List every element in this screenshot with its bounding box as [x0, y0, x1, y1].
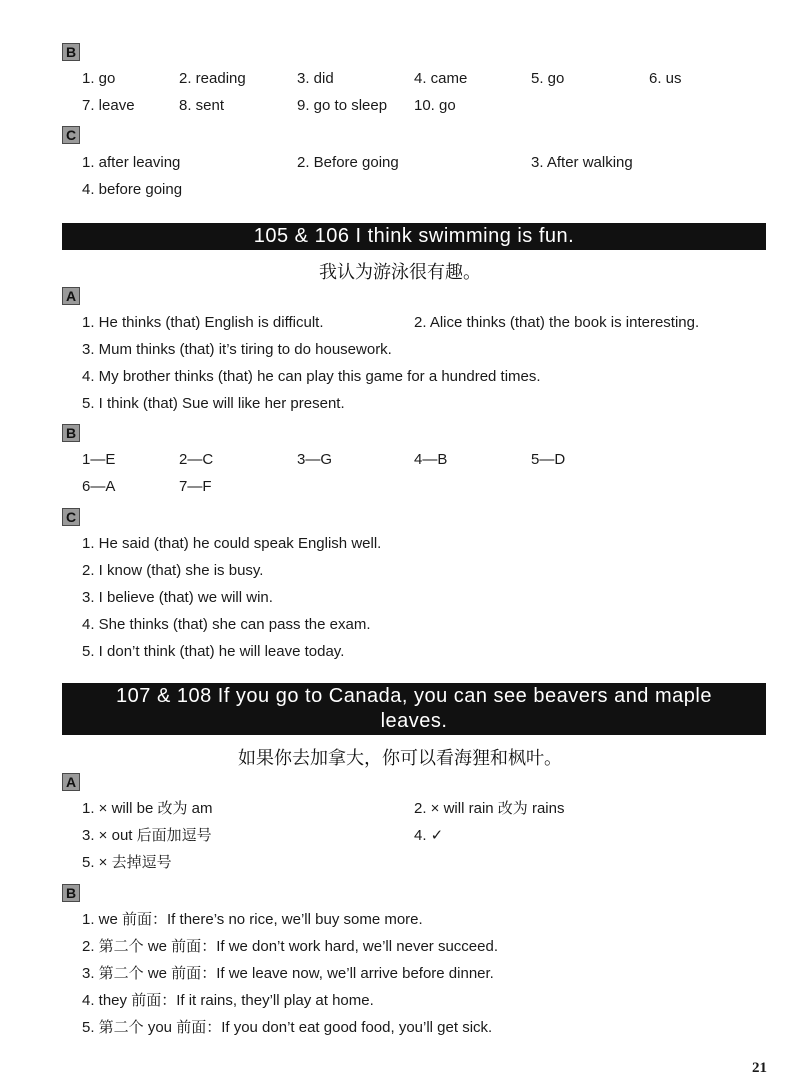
answer-item: 5. 第二个 you 前面：If you don’t eat good food, you’ll get sick. — [82, 1019, 493, 1036]
answer-item: 4. they 前面：If it rains, they’ll play at home. — [82, 992, 374, 1009]
answer-item: 1. go — [82, 70, 116, 87]
exercise-label-b: B — [62, 884, 80, 902]
exercise-label-c: C — [62, 508, 80, 526]
section-title-banner — [62, 683, 766, 735]
exercise-label-a: A — [62, 773, 80, 791]
answer-item: 1. He thinks (that) English is difficult. — [82, 314, 324, 331]
answer-item: 1. × will be 改为 am — [82, 800, 213, 817]
answer-item: 3. 第二个 we 前面：If we leave now, we’ll arrive before dinner. — [82, 965, 494, 982]
answer-item: 6. us — [649, 70, 682, 87]
answer-item: 3. I believe (that) we will win. — [82, 589, 273, 606]
page-number: 21 — [752, 1060, 767, 1076]
answer-item: 1. He said (that) he could speak English well. — [82, 535, 382, 552]
section-title-line: leaves. — [380, 710, 448, 732]
answer-item: 2. I know (that) she is busy. — [82, 562, 264, 579]
answer-item: 2. reading — [179, 70, 246, 87]
answer-item: 2. × will rain 改为 rains — [414, 800, 565, 817]
exercise-label-c: C — [62, 126, 80, 144]
answer-item: 9. go to sleep — [297, 97, 388, 114]
section-subtitle: 我认为游泳很有趣。 — [319, 262, 481, 283]
answer-item: 2. 第二个 we 前面：If we don’t work hard, we’ll never succeed. — [82, 938, 498, 955]
answer-item: 1. after leaving — [82, 154, 181, 171]
answer-item: 7—F — [179, 478, 212, 495]
answer-item: 10. go — [414, 97, 456, 114]
answer-item: 5. I don’t think (that) he will leave today. — [82, 643, 345, 660]
answer-item: 5. go — [531, 70, 565, 87]
section-title-banner: 105 & 106 I think swimming is fun. — [62, 223, 766, 250]
answer-item: 2—C — [179, 451, 214, 468]
exercise-label-b: B — [62, 43, 80, 61]
answer-item: 3—G — [297, 451, 333, 468]
answer-item: 5. × 去掉逗号 — [82, 854, 172, 871]
answer-item: 2. Before going — [297, 154, 399, 171]
answer-item: 2. Alice thinks (that) the book is interesting. — [414, 314, 700, 331]
section-title-line: 107 & 108 If you go to Canada, you can see beavers and maple — [116, 685, 712, 707]
answer-item: 4. She thinks (that) she can pass the exam. — [82, 616, 371, 633]
answer-item: 5. I think (that) Sue will like her present. — [82, 395, 345, 412]
exercise-label-b: B — [62, 424, 80, 442]
answer-item: 4. before going — [82, 181, 183, 198]
answer-item: 5—D — [531, 451, 566, 468]
answer-item: 3. Mum thinks (that) it’s tiring to do housework. — [82, 341, 392, 358]
answer-item: 3. × out 后面加逗号 — [82, 827, 212, 844]
section-subtitle: 如果你去加拿大，你可以看海狸和枫叶。 — [238, 748, 562, 769]
answer-item: 1—E — [82, 451, 116, 468]
answer-item: 4. came — [414, 70, 468, 87]
answer-item: 4—B — [414, 451, 448, 468]
answer-item: 3. After walking — [531, 154, 633, 171]
answer-item: 6—A — [82, 478, 116, 495]
answer-item: 1. we 前面：If there’s no rice, we’ll buy some more. — [82, 911, 423, 928]
answer-item: 4. ✓ — [414, 827, 444, 844]
exercise-label-a: A — [62, 287, 80, 305]
answer-item: 3. did — [297, 70, 334, 87]
answer-item: 7. leave — [82, 97, 135, 114]
answer-item: 4. My brother thinks (that) he can play this game for a hundred times. — [82, 368, 541, 385]
answer-item: 8. sent — [179, 97, 225, 114]
